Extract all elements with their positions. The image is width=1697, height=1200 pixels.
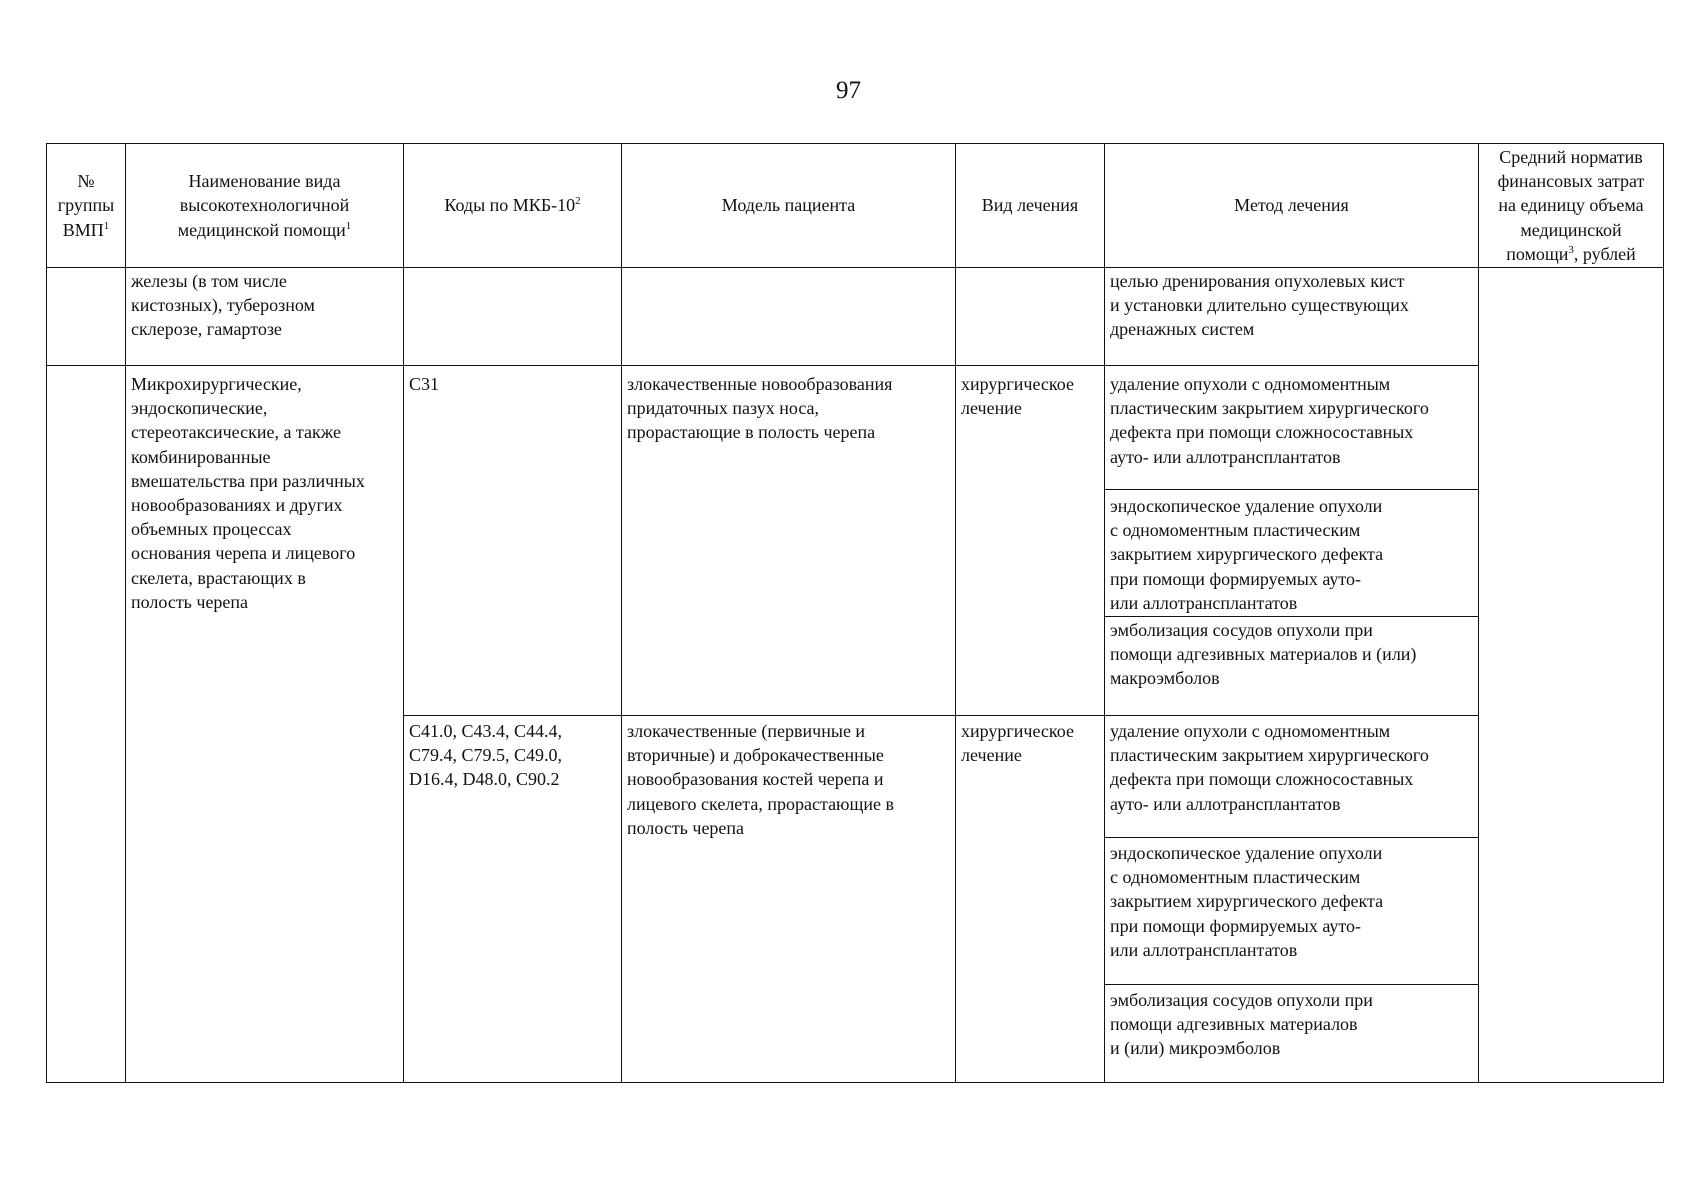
table-row (47, 366, 1664, 490)
treatment-method-cell: удаление опухоли с одномоментным пластическим закрытием хирургического дефекта при помощи сложносоставных ауто- или аллотрансплантатов (1105, 366, 1479, 490)
icd-codes-cell: C41.0, C43.4, C44.4, C79.4, C79.5, C49.0, D16.4, D48.0, C90.2 (404, 716, 622, 1083)
header-icd-codes: Коды по МКБ-$10^2$ (404, 144, 622, 268)
header-treatment-type: Вид лечения (956, 144, 1105, 268)
header-row (47, 144, 1664, 268)
patient-model-cell (622, 268, 956, 366)
group-number-cell (47, 268, 126, 366)
treatment-type-cell: хирургическое лечение (956, 716, 1105, 1083)
treatment-method-cell: целью дренирования опухолевых кист и установки длительно существующих дренажных систем (1105, 268, 1479, 366)
treatment-method-cell: удаление опухоли с одномоментным пластическим закрытием хирургического дефекта при помощи сложносоставных ауто- или аллотрансплантатов (1105, 716, 1479, 838)
table-row (47, 268, 1664, 366)
icd-codes-cell (404, 268, 622, 366)
care-type-name-cell: железы (в том числе кистозных), туберозном склерозе, гамартозе (126, 268, 404, 366)
patient-model-cell: злокачественные новообразования придаточных пазух носа, прорастающие в полость черепа (622, 366, 956, 716)
vmp-table (46, 143, 1664, 1083)
page-number: 97 (836, 77, 861, 104)
group-number-cell (47, 366, 126, 1083)
treatment-type-cell: хирургическое лечение (956, 366, 1105, 716)
treatment-type-cell (956, 268, 1105, 366)
treatment-method-cell: эмболизация сосудов опухоли при помощи адгезивных материалов и (или) микроэмболов (1105, 985, 1479, 1083)
header-cost-standard: Средний норматив финансовых затрат на единицу объема медицинской помощи$^3$, рублей (1479, 144, 1664, 268)
treatment-method-cell: эндоскопическое удаление опухоли с одномоментным пластическим закрытием хирургического дефекта при помощи формируемых ауто- или аллотрансплантатов (1105, 490, 1479, 617)
header-group-number: № группы ВМП$^1$ (47, 144, 126, 268)
icd-codes-cell: C31 (404, 366, 622, 716)
care-type-name-cell: Микрохирургические, эндоскопические, стереотаксические, а также комбинированные вмешательства при различных новообразованиях и других объемных процессах основания черепа и лицевого скелета, врастающих в полость черепа (126, 366, 404, 1083)
header-patient-model: Модель пациента (622, 144, 956, 268)
patient-model-cell: злокачественные (первичные и вторичные) и доброкачественные новообразования костей черепа и лицевого скелета, прорастающие в полость черепа (622, 716, 956, 1083)
cost-standard-cell (1479, 268, 1664, 1083)
header-care-type-name: Наименование вида высокотехнологичной медицинской помощи$^1$ (126, 144, 404, 268)
treatment-method-cell: эндоскопическое удаление опухоли с одномоментным пластическим закрытием хирургического дефекта при помощи формируемых ауто- или аллотрансплантатов (1105, 838, 1479, 985)
treatment-method-cell: эмболизация сосудов опухоли при помощи адгезивных материалов и (или) макроэмболов (1105, 617, 1479, 716)
header-treatment-method: Метод лечения (1105, 144, 1479, 268)
